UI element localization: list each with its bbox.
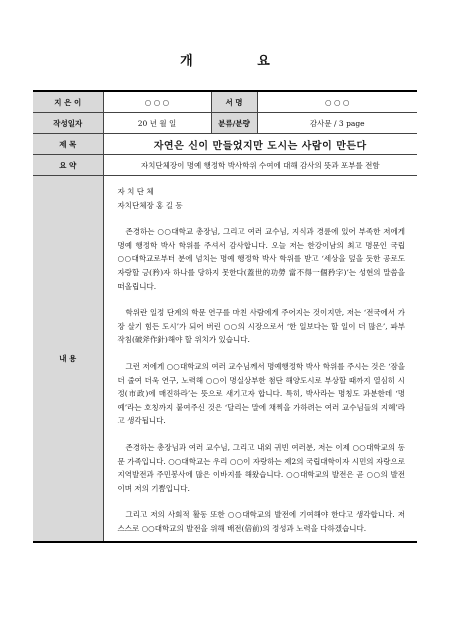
author-label: 지 은 이 [33, 91, 103, 113]
subject-value: 자연은 신이 만들었지만 도시는 사람이 만든다 [103, 134, 417, 155]
date-value: 20 년 월 일 [103, 113, 211, 134]
content-label: 내 용 [33, 176, 103, 543]
content-line-org: 자 치 단 체 [117, 187, 154, 196]
content-paragraph: 존경하는 총장님과 여러 교수님, 그리고 내외 귀빈 여러분, 저는 이제 ○○대학교의 동문 가족입니다. ○○대학교는 우리 ○○이 자랑하는 제2의 국립대학이자 시민의 자랑으로 지역발전과 주민봉사에 많은 이바지를 해왔습니다. ○○대학교의 발전은 곧 ○○의 발전이며 저의 기쁨입니다. [117, 442, 405, 493]
content-paragraph: 그런 저에게 ○○대학교의 여러 교수님께서 명예행정학 박사 학위를 주시는 것은 ‘잠을 더 줄여 더욱 연구, 노력해 ○○이 명실상부한 첨단 해양도시로 부상할 때까지 열심히 시정(市政)에 매진하라’는 뜻으로 새기고자 합니다. 특히, 박사라는 명칭도 과분한데 ‘명예’라는 호칭까지 붙여주신 것은 ‘달리는 말에 채찍을 가하려는 여러 교수님들의 지혜’라고 생각됩니다. [117, 361, 405, 426]
content-paragraph: 존경하는 ○○대학교 총장님, 그리고 여러 교수님, 지식과 경륜에 있어 부족한 저에게 명예 행정학 박사 학위를 주셔서 감사합니다. 오늘 저는 한강이남의 최고 명문인 국립 ○○대학교로부터 분에 넘치는 명예 행정학 박사 학위를 받고 ‘세상을 덮을 듯한 공로도 자랑할 긍(矜)자 하나를 당하지 못한다(蓋世的功勞 當不得一個矜字)’는 성현의 말씀을 떠올립니다. [117, 227, 405, 291]
content-paragraph: 그리고 저의 사회적 활동 또한 ○○대학교의 발전에 기여해야 한다고 생각합니다. 저 스스로 ○○대학교의 발전을 위해 배전(倍前)의 정성과 노력을 다하겠습니다. [117, 510, 405, 533]
signature-value: ○ ○ ○ [257, 91, 417, 113]
content-line-signer: 자치단체장 홍 길 동 [117, 200, 183, 210]
category-value: 감사문 / 3 page [257, 113, 417, 134]
date-label: 작성일자 [33, 113, 103, 134]
subject-label: 제 목 [33, 134, 103, 155]
content-paragraph: 학위란 일정 단계의 학문 연구를 마친 사람에게 주어지는 것이지만, 저는 ‘전국에서 가장 살기 힘든 도시’가 되어 버린 ○○의 시장으로서 ‘한 일보다는 할 일이 더 많은’, 파부작침(破斧作針)해야 할 위치가 있습니다. [117, 308, 405, 345]
document-title: 개 요 [180, 54, 300, 69]
content-body [103, 176, 417, 543]
summary-label: 요 약 [33, 155, 103, 176]
summary-value: 자치단체장이 명예 행정학 박사학위 수여에 대해 감사의 뜻과 포부를 전함 [103, 155, 417, 176]
summary-form-table [33, 90, 417, 543]
category-label: 분류/분량 [211, 113, 257, 134]
signature-label: 서 명 [211, 91, 257, 113]
author-value: ○ ○ ○ [103, 91, 211, 113]
